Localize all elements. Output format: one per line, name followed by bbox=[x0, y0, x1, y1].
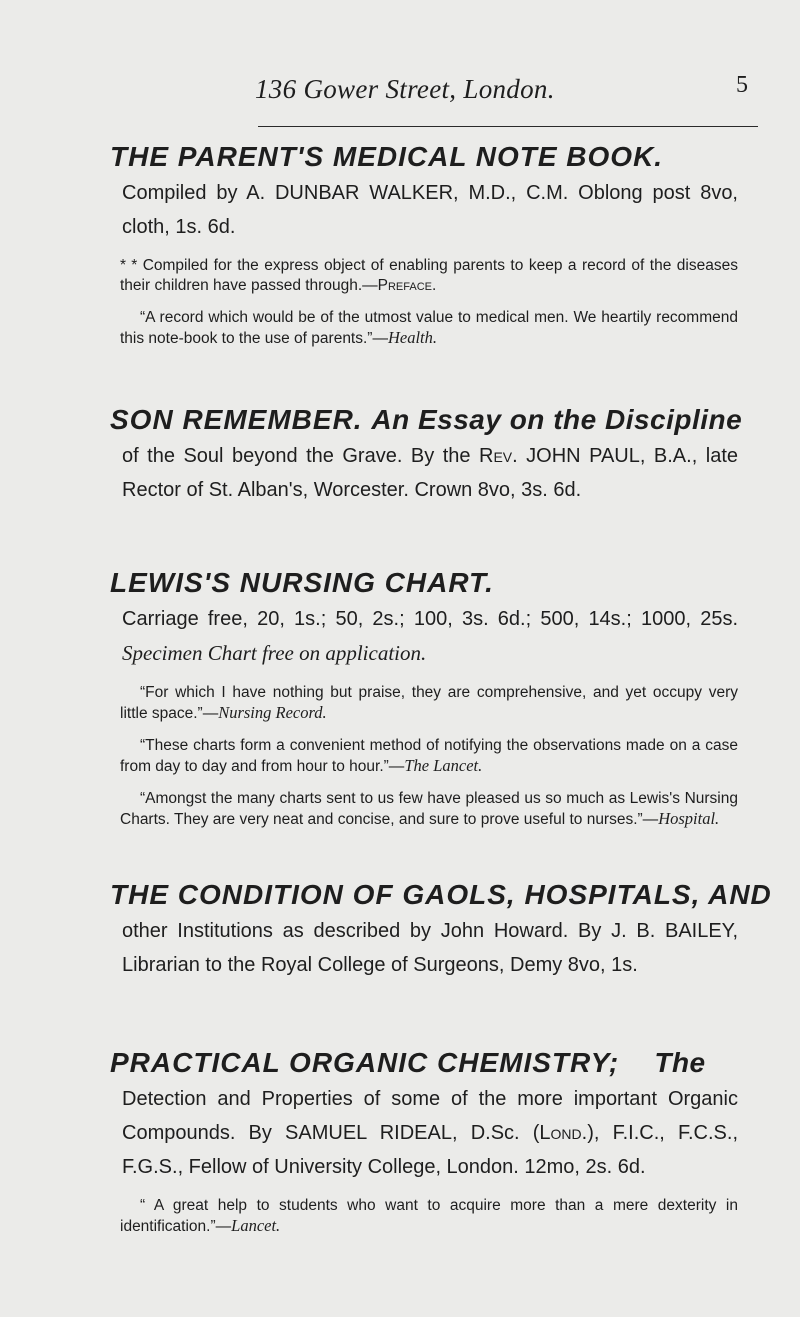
entry-description: other Institutions as described by John Howard. By J. B. BAILEY, Librarian to the Royal College of Surgeons, Demy 8vo, 1s. bbox=[122, 920, 738, 976]
description-specimen: Specimen Chart free on application. bbox=[122, 641, 427, 665]
entry-title bbox=[110, 1046, 738, 1080]
quote-text: “These charts form a convenient method of notifying the observations made on a case from day to day and from hour to hour.”— bbox=[120, 737, 738, 775]
quote-text: “ A great help to students who want to acquire more than a mere dexterity in identification.”— bbox=[120, 1197, 738, 1235]
entry-description bbox=[122, 439, 738, 507]
entry-title: LEWIS'S NURSING CHART. bbox=[110, 567, 494, 598]
entry-condition-of-gaols bbox=[110, 878, 772, 982]
entry-parents-medical-note-book bbox=[110, 140, 738, 349]
quote-source: Health. bbox=[387, 328, 438, 347]
description-prices: Carriage free, 20, 1s.; 50, 2s.; 100, 3s. 6d.; 500, 14s.; 1000, 25s. bbox=[122, 608, 738, 630]
note-text: * * Compiled for the express object of enabling parents to keep a record of the diseases their children have passed through.— bbox=[120, 257, 738, 294]
entry-son-remember bbox=[110, 403, 743, 507]
header-rule bbox=[258, 126, 758, 127]
description-lond: Lond. bbox=[539, 1122, 588, 1144]
description-rev: Rev. bbox=[479, 445, 518, 467]
quote-text: “Amongst the many charts sent to us few have pleased us so much as Lewis's Nursing Charts. They are very neat and concise, and sure to prove useful to nurses.”— bbox=[120, 790, 738, 828]
entry-title: THE PARENT'S MEDICAL NOTE BOOK. bbox=[110, 141, 664, 172]
entry-note bbox=[120, 256, 738, 296]
entry-subtitle: The bbox=[654, 1047, 706, 1078]
quote-source: Hospital. bbox=[658, 809, 720, 828]
running-head: 136 Gower Street, London. bbox=[255, 74, 555, 104]
entry-title bbox=[110, 403, 743, 437]
quote-text: “A record which would be of the utmost value to medical men. We heartily recommend this note-book to the use of parents.”— bbox=[120, 309, 738, 347]
review-quote bbox=[120, 683, 738, 724]
review-quote bbox=[120, 308, 738, 349]
entry-title: THE CONDITION OF GAOLS, HOSPITALS, AND bbox=[110, 879, 772, 910]
description-lead: Detection and Properties of some of the more important Organic Compounds. By SAMUEL RIDEAL, D.Sc. ( bbox=[122, 1088, 738, 1144]
quote-source: The Lancet. bbox=[404, 756, 483, 775]
note-source: Preface. bbox=[377, 277, 437, 294]
description-rest: ), F.I.C., F.C.S., F.G.S., Fellow of University College, London. 12mo, 2s. 6d. bbox=[122, 1122, 738, 1178]
entry-description: Compiled by A. DUNBAR WALKER, M.D., C.M. Oblong post 8vo, cloth, 1s. 6d. bbox=[122, 182, 738, 238]
review-quote bbox=[120, 789, 738, 830]
quote-source: Nursing Record. bbox=[218, 703, 327, 722]
review-quote bbox=[120, 736, 738, 777]
entry-practical-organic-chemistry bbox=[110, 1046, 738, 1237]
page-number: 5 bbox=[736, 72, 748, 98]
review-quote bbox=[120, 1196, 738, 1237]
entry-lewis-nursing-chart bbox=[110, 566, 738, 830]
entry-description bbox=[122, 1082, 738, 1184]
entry-title-main: PRACTICAL ORGANIC CHEMISTRY; bbox=[110, 1047, 620, 1078]
quote-text: “For which I have nothing but praise, they are comprehensive, and yet occupy very little space.”— bbox=[120, 684, 738, 722]
quote-source: Lancet. bbox=[231, 1216, 281, 1235]
entry-description bbox=[122, 602, 738, 671]
description-lead: of the Soul beyond the Grave. By the bbox=[122, 445, 479, 467]
entry-subtitle: An Essay on the Discipline bbox=[371, 404, 743, 435]
entry-title-main: SON REMEMBER. bbox=[110, 404, 363, 435]
description-rest: JOHN PAUL, B.A., late Rector of St. Alban's, Worcester. Crown 8vo, 3s. 6d. bbox=[122, 445, 738, 501]
